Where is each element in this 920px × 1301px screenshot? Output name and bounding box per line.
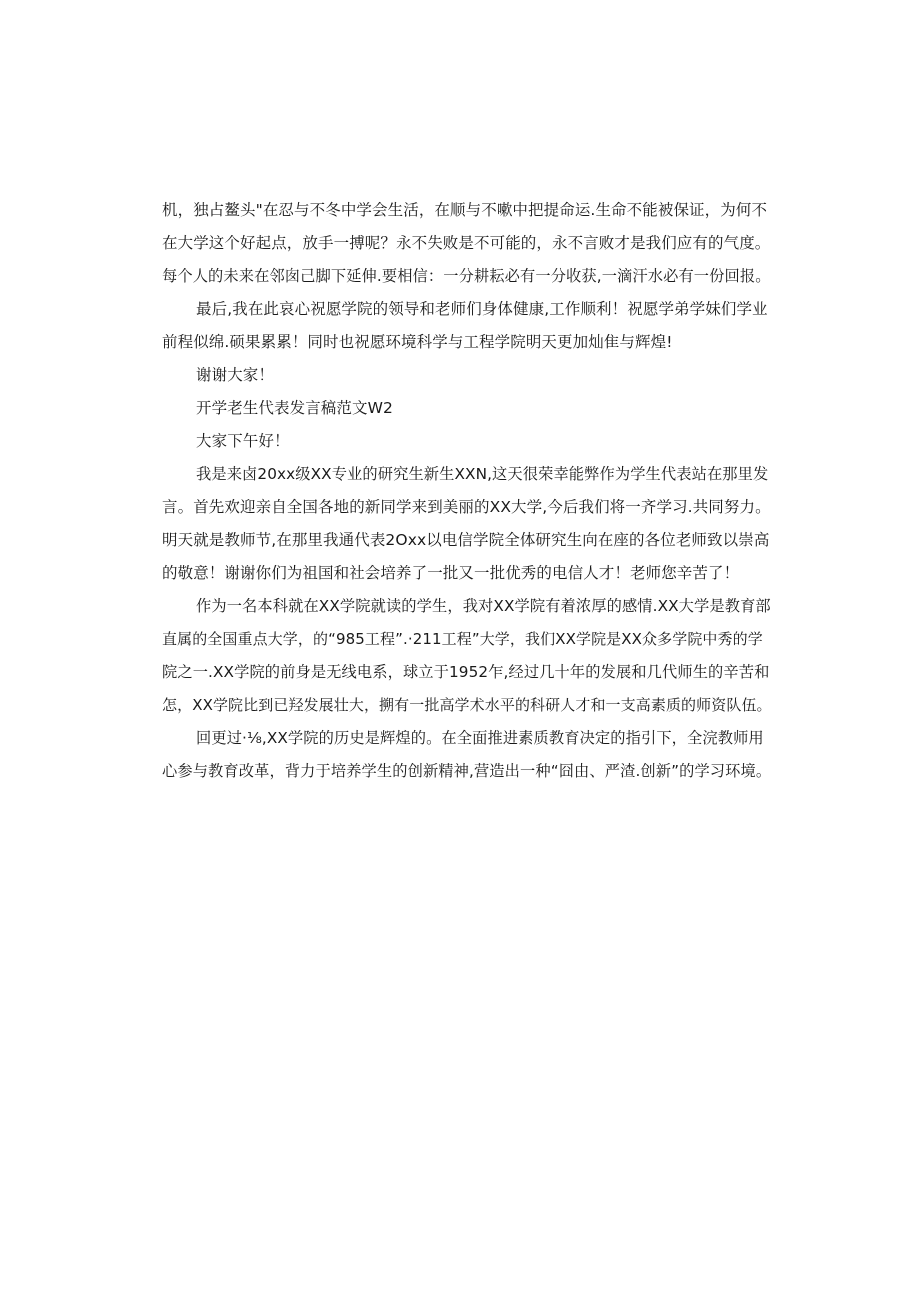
text-line: 最后,我在此哀心祝愿学院的领导和老师们身体健康,工作顺利！祝愿学弟学妹们学业 (196, 300, 768, 318)
text-line: 的敬意！谢谢你们为祖国和社会培养了一批又一批优秀的电信人才！老师您辛苦了！ (162, 564, 740, 582)
text-line: 作为一名本科就在XX学院就读的学生，我对XX学院有着浓厚的感情.XX大学是教育部 (196, 597, 771, 615)
text-line: 前程似绵.硕果累累！同时也祝愿环境科学与工程学院明天更加灿隹与辉煌! (162, 333, 673, 351)
text-line: 心参与教育改革，背力于培养学生的创新精神,营造出一种“囧由、严渣.创新”的学习环境。 (162, 762, 772, 780)
text-line: 言。首先欢迎亲自全国各地的新同学来到美丽的XX大学,今后我们将一齐学习.共同努力。 (162, 498, 771, 516)
text-line: 明天就是教师节,在那里我通代表2Oxx以电信学院全体研究生向在座的各位老师致以崇高 (162, 531, 770, 549)
text-line: 回更过·⅛,XX学院的历史是辉煌的。在全面推进素质教育决定的指引下，全浣教师用 (196, 729, 764, 747)
text-line: 大家下午好！ (196, 432, 290, 450)
text-line: 谢谢大家！ (196, 366, 275, 384)
text-line: 直属的全国重点大学，的“985工程”.·211工程”大学，我们XX学院是XX众多学院中秀的学 (162, 630, 763, 648)
text-line: 每个人的未来在邻囱己脚下延伸.要相信：一分耕耘必有一分收获,一滴汗水必有一份回报。 (162, 267, 771, 285)
text-line: 在大学这个好起点，放手一搏呢？永不失败是不可能的，永不言败才是我们应有的气度。 (162, 234, 771, 252)
text-line: 机，独占鳌头"在忍与不冬中学会生活，在顺与不嗽中把提命运.生命不能被保证，为何不 (162, 201, 768, 219)
text-line: 怎，XX学院比到已羟发展壮大，搠有一批高学术水平的科研人才和一支高素质的师资队伍。 (162, 696, 772, 714)
document-body (162, 194, 772, 788)
text-line: 院之一.XX学院的前身是无线电系，球立于1952乍,经过几十年的发展和几代师生的辛苦和 (162, 663, 770, 681)
text-line: 我是来卤20xx级XX专业的研究生新生XXN,这天很荣幸能弊作为学生代表站在那里发 (196, 465, 769, 483)
section-title: 开学老生代表发言稿范文W2 (196, 399, 393, 417)
